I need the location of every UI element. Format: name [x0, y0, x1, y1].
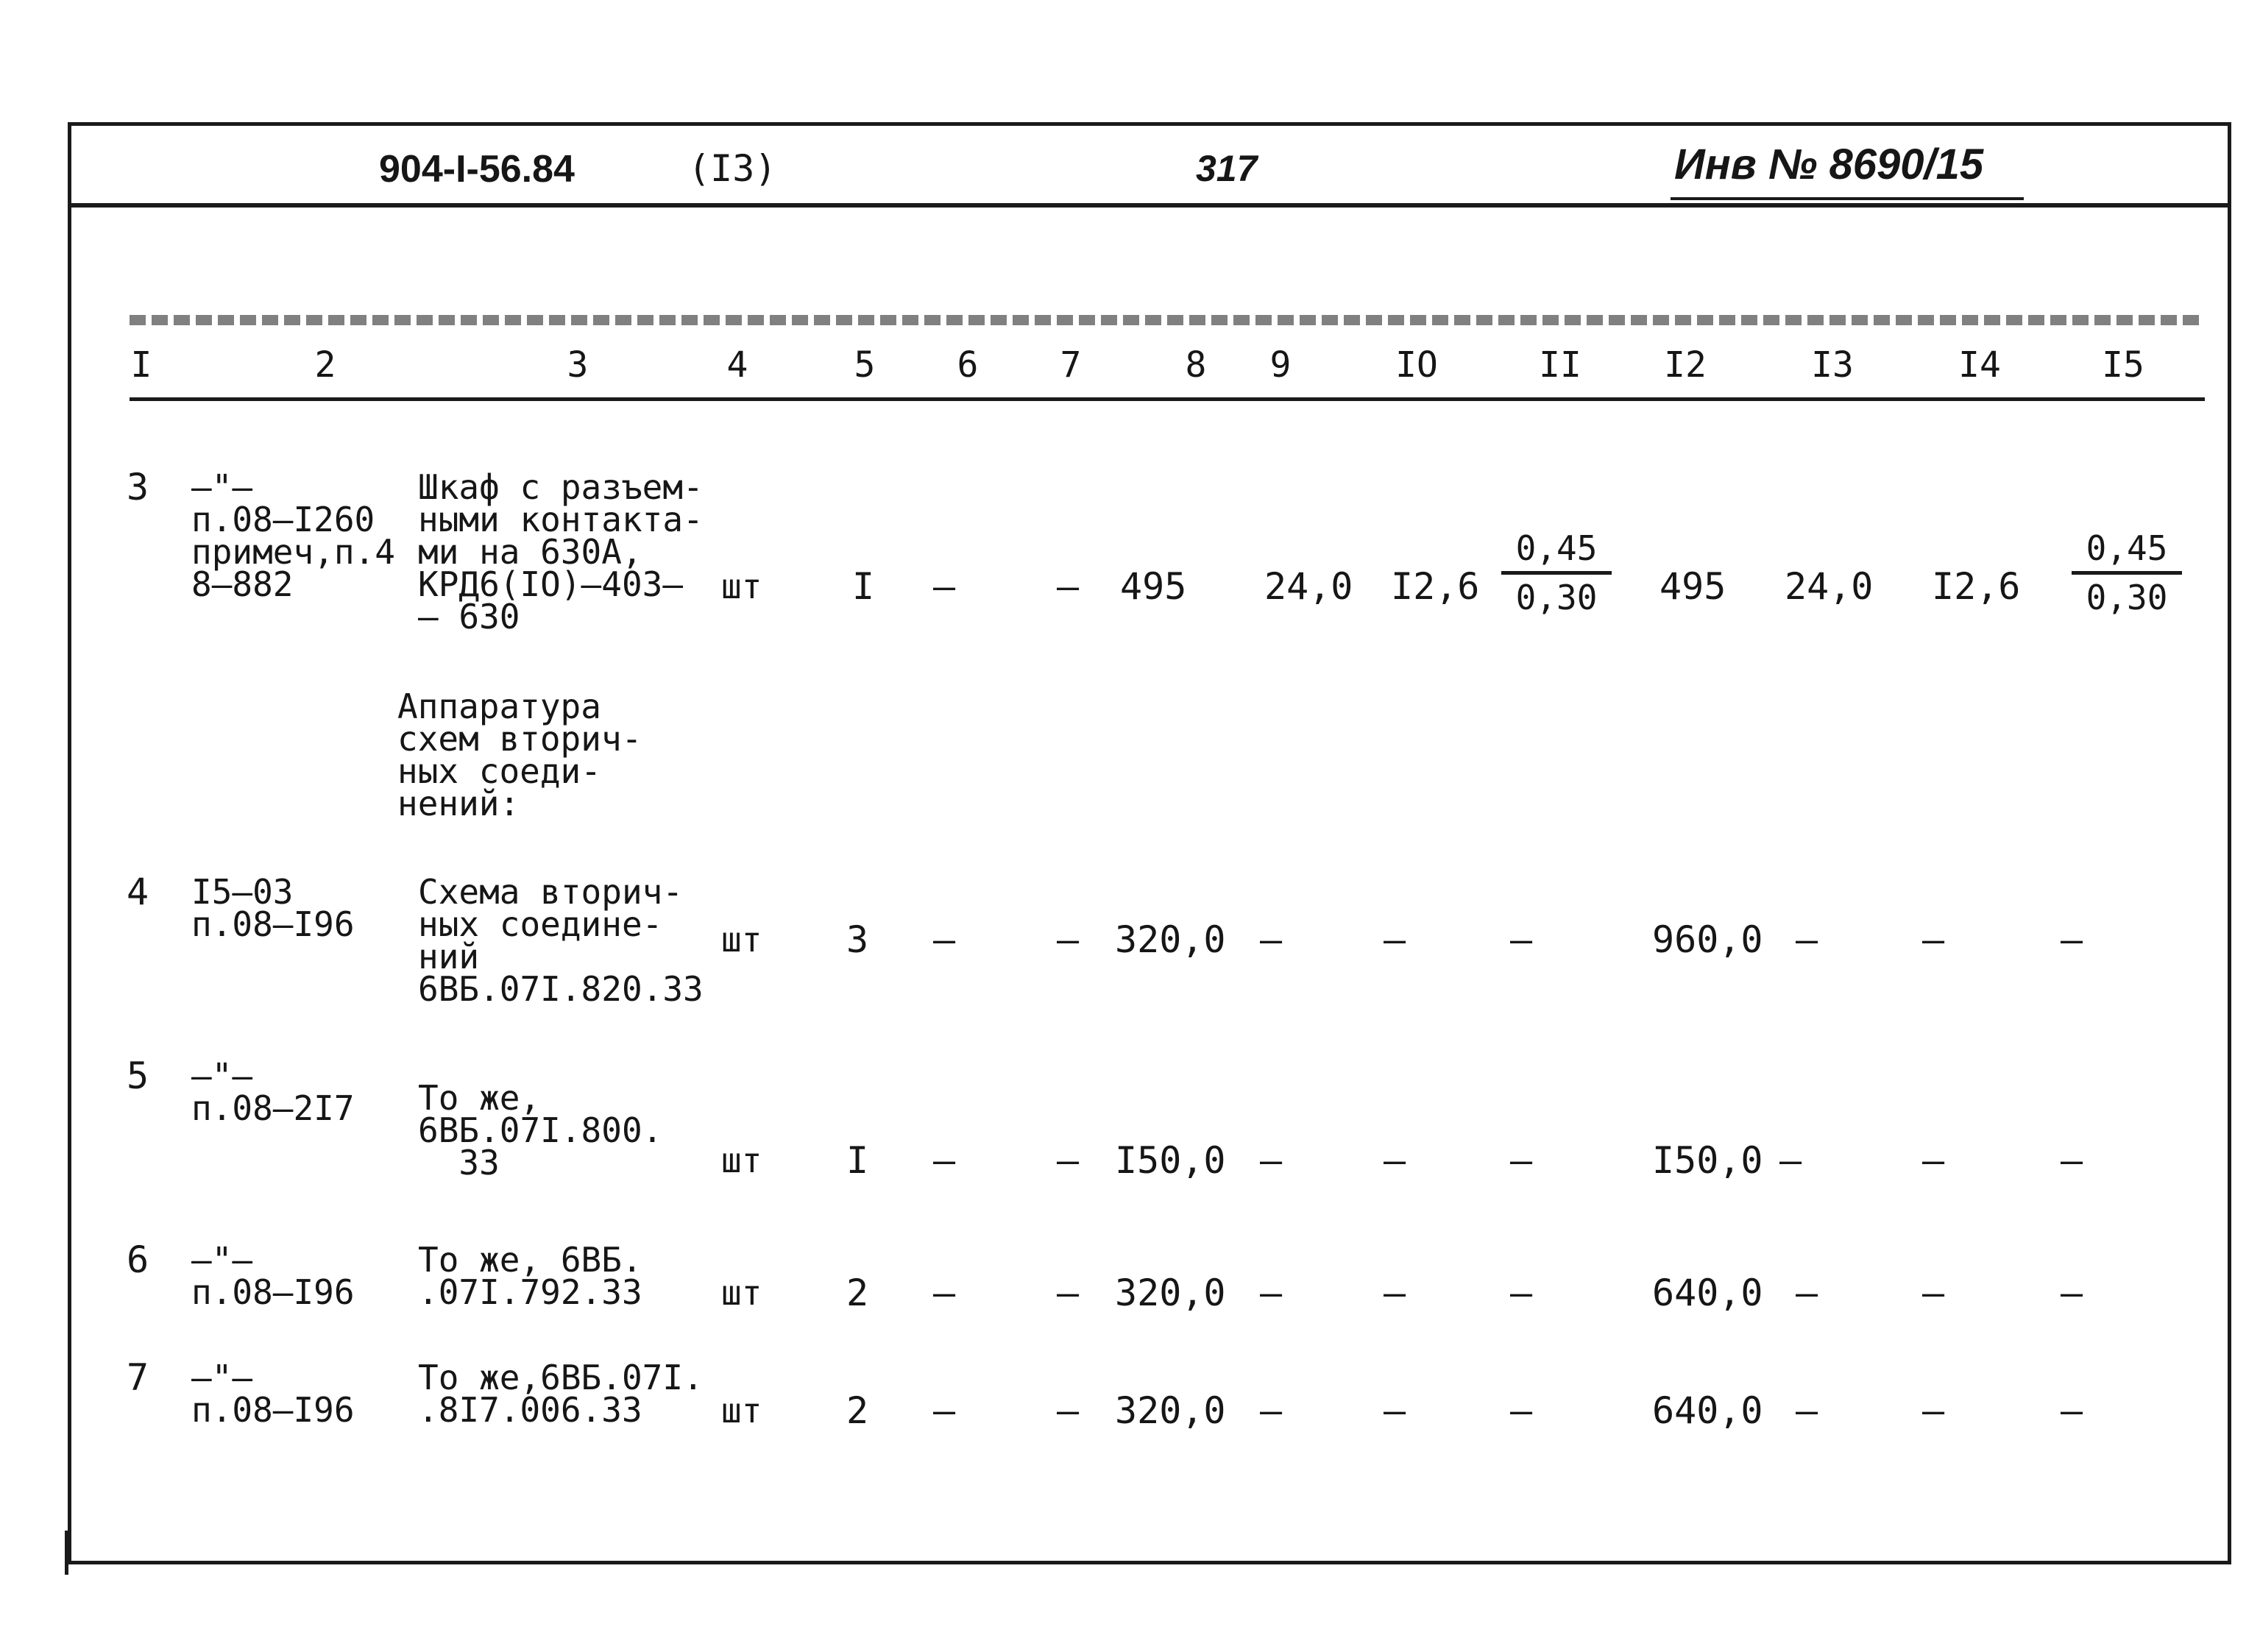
col-15: I5 [2102, 344, 2144, 386]
row3-ref: –"– п.08–I260 примеч,п.4 8–882 [191, 467, 395, 604]
row6-qty: 2 [846, 1272, 869, 1314]
col-6: 6 [957, 344, 979, 386]
row4-c12: 960,0 [1652, 918, 1763, 961]
row3-c10: I2,6 [1391, 565, 1480, 608]
row7-c13: – [1796, 1389, 1818, 1432]
row5-qty: I [846, 1139, 869, 1182]
row4-c8: 320,0 [1115, 918, 1226, 961]
row5-c7: – [1057, 1139, 1080, 1182]
row5-c10: – [1384, 1139, 1406, 1182]
row6-ref: –"– п.08–I96 [191, 1240, 355, 1312]
row7-c6: – [933, 1389, 956, 1432]
col-12: I2 [1664, 344, 1707, 386]
row4-c10: – [1384, 918, 1406, 961]
row3-c9: 24,0 [1264, 565, 1353, 608]
row5-name: То же, 6ВБ.07I.800. 33 [418, 1078, 663, 1183]
row3-c11-fraction [1501, 530, 1612, 616]
row7-c12: 640,0 [1652, 1389, 1763, 1432]
row7-qty: 2 [846, 1389, 869, 1432]
row7-c7: – [1057, 1389, 1080, 1432]
row4-qty: 3 [846, 918, 869, 961]
row6-c10: – [1384, 1272, 1406, 1314]
row6-c6: – [933, 1272, 956, 1314]
col-3: 3 [567, 344, 589, 386]
row7-unit: шт [721, 1391, 762, 1431]
col-10: IO [1395, 344, 1438, 386]
row3-c15-bottom: 0,30 [2086, 578, 2168, 617]
row7-c10: – [1384, 1389, 1406, 1432]
column-header-dashes [130, 315, 2205, 325]
row5-c14: – [1922, 1139, 1945, 1182]
col-1: I [130, 344, 152, 386]
row3-c14: I2,6 [1932, 565, 2021, 608]
row3-c6: – [933, 565, 956, 608]
row3-c12: 495 [1659, 565, 1726, 608]
page-number: 317 [1196, 148, 1258, 189]
col-14: I4 [1958, 344, 2001, 386]
row3-c13: 24,0 [1785, 565, 1874, 608]
col-11: II [1539, 344, 1581, 386]
row5-c13: – [1779, 1139, 1802, 1182]
row5-c12: I50,0 [1652, 1139, 1763, 1182]
col-9: 9 [1269, 344, 1292, 386]
row6-c14: – [1922, 1272, 1945, 1314]
row6-c8: 320,0 [1115, 1272, 1226, 1314]
row5-ref: –"– п.08–2I7 [191, 1056, 355, 1128]
row4-c11: – [1510, 918, 1533, 961]
row3-qty: I [852, 565, 875, 608]
row6-c15: – [2061, 1272, 2083, 1314]
row3-c11-top: 0,45 [1515, 528, 1598, 568]
row6-c13: – [1796, 1272, 1818, 1314]
frame-stub [65, 1531, 68, 1575]
row4-c14: – [1922, 918, 1945, 961]
col-7: 7 [1060, 344, 1082, 386]
row5-c9: – [1260, 1139, 1283, 1182]
row6-unit: шт [721, 1273, 762, 1313]
row5-pos: 5 [127, 1054, 149, 1097]
row4-pos: 4 [127, 871, 149, 913]
inventory-underline [1671, 197, 2024, 200]
doc-code: 904-I-56.84 [379, 148, 575, 191]
row7-c11: – [1510, 1389, 1533, 1432]
row5-c6: – [933, 1139, 956, 1182]
row4-unit: шт [721, 920, 762, 960]
row4-c15: – [2061, 918, 2083, 961]
row6-c12: 640,0 [1652, 1272, 1763, 1314]
row5-c11: – [1510, 1139, 1533, 1182]
row5-c15: – [2061, 1139, 2083, 1182]
row3-c8: 495 [1120, 565, 1187, 608]
row7-c8: 320,0 [1115, 1389, 1226, 1432]
row4-c9: – [1260, 918, 1283, 961]
row3-c11-bottom: 0,30 [1515, 578, 1598, 617]
row4-c6: – [933, 918, 956, 961]
col-2: 2 [314, 344, 336, 386]
row6-pos: 6 [127, 1238, 149, 1281]
header-divider [68, 203, 2231, 208]
row6-c7: – [1057, 1272, 1080, 1314]
row4-name: Схема вторич- ных соедине- ний 6ВБ.07I.820.33 [418, 872, 704, 1009]
col-5: 5 [854, 344, 876, 386]
row4-c7: – [1057, 918, 1080, 961]
row6-c11: – [1510, 1272, 1533, 1314]
header-bottom-rule [130, 397, 2205, 401]
col-8: 8 [1185, 344, 1207, 386]
row7-c9: – [1260, 1389, 1283, 1432]
row7-ref: –"– п.08–I96 [191, 1358, 355, 1430]
document-frame [68, 122, 2231, 1564]
row3-c15-fraction [2072, 530, 2182, 616]
row3-name: Шкаф с разъем- ными контакта- ми на 630А, КРД6(IO)–403– – 630 [418, 467, 704, 637]
section-heading: Аппаратура схем вторич- ных соеди- нений: [397, 687, 642, 823]
row3-unit: шт [721, 567, 762, 606]
row7-c15: – [2061, 1389, 2083, 1432]
row5-unit: шт [721, 1141, 762, 1180]
row4-c13: – [1796, 918, 1818, 961]
row7-name: То же,6ВБ.07I. .8I7.006.33 [418, 1358, 704, 1430]
inventory-number: Инв № 8690/15 [1674, 141, 1984, 188]
row5-c8: I50,0 [1115, 1139, 1226, 1182]
fraction-bar [2072, 571, 2182, 575]
row3-c15-top: 0,45 [2086, 528, 2168, 568]
row6-name: То же, 6ВБ. .07I.792.33 [418, 1240, 642, 1312]
part-number: (I3) [688, 147, 777, 190]
row7-c14: – [1922, 1389, 1945, 1432]
row3-c7: – [1057, 565, 1080, 608]
col-4: 4 [726, 344, 748, 386]
fraction-bar [1501, 571, 1612, 575]
col-13: I3 [1811, 344, 1854, 386]
row6-c9: – [1260, 1272, 1283, 1314]
row4-ref: I5–03 п.08–I96 [191, 872, 355, 944]
row7-pos: 7 [127, 1356, 149, 1399]
row3-pos: 3 [127, 466, 149, 508]
